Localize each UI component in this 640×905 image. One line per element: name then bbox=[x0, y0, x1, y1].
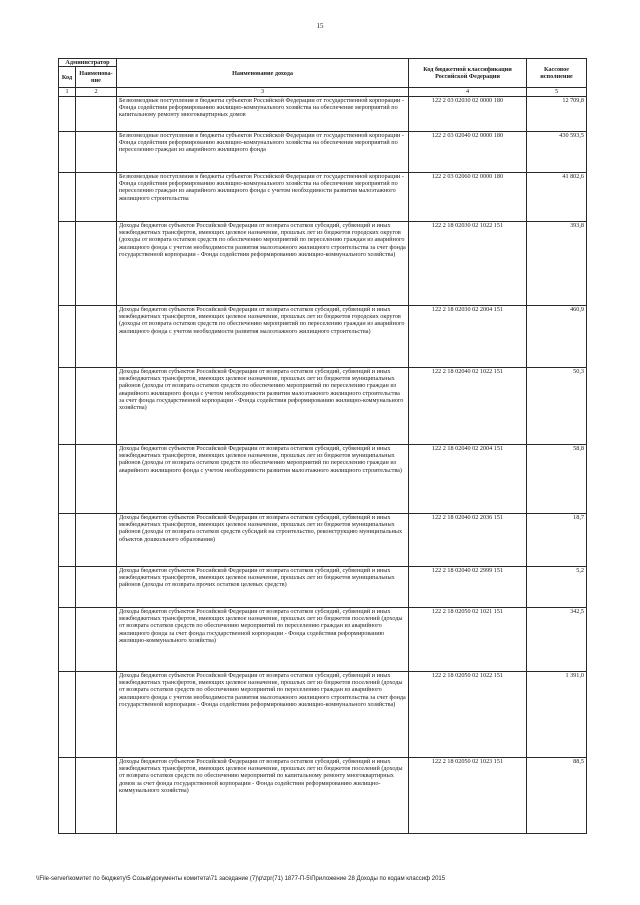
cash-amount: 393,8 bbox=[527, 221, 587, 305]
table-row bbox=[59, 513, 587, 566]
income-description: Доходы бюджетов субъектов Российской Федерации от возврата остатков субсидий, субвенций и иных межбюджетных трансфертов, имеющих целевое назначение, прошлых лет из бюджетов поселений (доходы от возврата остатков средств по обеспечению мероприятий по переселению граждан из аварийного жилищного фонда с учетом необходимости развития малоэтажного жилищного строительства за счет фонда государственной корпорации - Фонда содействия реформированию жилищно-коммунального хозяйства) bbox=[117, 671, 409, 757]
admin-code-cell bbox=[59, 444, 76, 513]
budget-code: 122 2 18 02040 02 2036 151 bbox=[409, 513, 527, 566]
income-description: Доходы бюджетов субъектов Российской Федерации от возврата остатков субсидий, субвенций и иных межбюджетных трансфертов, имеющих целевое назначение, прошлых лет из бюджетов поселений (доходы от возврата остатков средств по обеспечению мероприятий по капитальному ремонту многоквартирных домов за счет фонда государственной корпорации - Фонда содействия реформированию жилищно-коммунального хозяйства) bbox=[117, 757, 409, 833]
table-row bbox=[59, 221, 587, 305]
admin-name-cell bbox=[76, 131, 117, 172]
budget-code: 122 2 18 02030 02 1022 151 bbox=[409, 221, 527, 305]
admin-name-cell bbox=[76, 513, 117, 566]
cash-amount: 342,5 bbox=[527, 607, 587, 671]
column-number: 4 bbox=[409, 88, 527, 96]
admin-code-cell bbox=[59, 671, 76, 757]
column-number: 5 bbox=[527, 88, 587, 96]
budget-code: 122 2 03 02060 02 0000 180 bbox=[409, 172, 527, 221]
admin-name-cell bbox=[76, 367, 117, 444]
cash-amount: 41 802,6 bbox=[527, 172, 587, 221]
column-number: 1 bbox=[59, 88, 76, 96]
admin-code-cell bbox=[59, 367, 76, 444]
income-description: Безвозмездные поступления в бюджеты субъектов Российской Федерации от государственной корпорации - Фонда содействия реформированию жилищно-коммунального хозяйства на обеспечение мероприятий по переселению граждан из аварийного жилищного фонда bbox=[117, 131, 409, 172]
income-description: Доходы бюджетов субъектов Российской Федерации от возврата остатков субсидий, субвенций и иных межбюджетных трансфертов, имеющих целевое назначение, прошлых лет из бюджетов муниципальных районов (доходы от возврата остатков средств по обеспечению мероприятий по переселению граждан из аварийного жилищного фонда с учетом необходимости развития малоэтажного жилищного строительства за счет фонда государственной корпорации - Фонда содействия реформированию жилищно-коммунального хозяйства) bbox=[117, 367, 409, 444]
table-row bbox=[59, 566, 587, 607]
admin-code-cell bbox=[59, 566, 76, 607]
table-row bbox=[59, 607, 587, 671]
income-description: Доходы бюджетов субъектов Российской Федерации от возврата остатков субсидий, субвенций и иных межбюджетных трансфертов, имеющих целевое назначение, прошлых лет из бюджетов муниципальных районов (доходы от возврата остатков средств по обеспечению мероприятий по переселению граждан из аварийного жилищного фонда с учетом необходимости развития малоэтажного жилищного строительства) bbox=[117, 444, 409, 513]
table-row bbox=[59, 96, 587, 131]
income-table bbox=[58, 58, 587, 834]
income-description: Доходы бюджетов субъектов Российской Федерации от возврата остатков субсидий, субвенций и иных межбюджетных трансфертов, имеющих целевое назначение, прошлых лет из бюджетов поселений (доходы от возврата остатков средств по обеспечению мероприятий по переселению граждан из аварийного жилищного фонда за счет фонда государственной корпорации - Фонда содействия реформированию жилищно-коммунального хозяйства) bbox=[117, 607, 409, 671]
admin-code-cell bbox=[59, 96, 76, 131]
table-row bbox=[59, 305, 587, 367]
cash-amount: 1 391,0 bbox=[527, 671, 587, 757]
budget-code: 122 2 18 02030 02 2004 151 bbox=[409, 305, 527, 367]
header-income-name: Наименование дохода bbox=[117, 59, 409, 88]
budget-code: 122 2 18 02050 02 1022 151 bbox=[409, 671, 527, 757]
header-administrator: Администратор bbox=[59, 59, 117, 67]
admin-name-cell bbox=[76, 221, 117, 305]
cash-amount: 18,7 bbox=[527, 513, 587, 566]
admin-code-cell bbox=[59, 172, 76, 221]
admin-code-cell bbox=[59, 131, 76, 172]
table-row bbox=[59, 367, 587, 444]
admin-name-cell bbox=[76, 607, 117, 671]
budget-code: 122 2 03 02040 02 0000 180 bbox=[409, 131, 527, 172]
table-row bbox=[59, 757, 587, 833]
income-description: Доходы бюджетов субъектов Российской Федерации от возврата остатков субсидий, субвенций и иных межбюджетных трансфертов, имеющих целевое назначение, прошлых лет из бюджетов городских округов (доходы от возврата остатков средств по обеспечению мероприятий по переселению граждан из аварийного жилищного фонда с учетом необходимости развития малоэтажного жилищного строительства за счет фонда государственной корпорации - Фонда содействия реформированию жилищно-коммунального хозяйства) bbox=[117, 221, 409, 305]
table-row bbox=[59, 131, 587, 172]
admin-name-cell bbox=[76, 566, 117, 607]
admin-code-cell bbox=[59, 757, 76, 833]
income-description: Безвозмездные поступления в бюджеты субъектов Российской Федерации от государственной корпорации - Фонда содействия реформированию жилищно-коммунального хозяйства на обеспечение мероприятий по капитальному ремонту многоквартирных домов bbox=[117, 96, 409, 131]
header-budget-code: Код бюджетной классификации Российской Федерации bbox=[409, 59, 527, 88]
budget-code: 122 2 18 02040 02 1022 151 bbox=[409, 367, 527, 444]
header-code: Код bbox=[59, 67, 76, 88]
admin-code-cell bbox=[59, 305, 76, 367]
admin-name-cell bbox=[76, 671, 117, 757]
income-description: Доходы бюджетов субъектов Российской Федерации от возврата остатков субсидий, субвенций и иных межбюджетных трансфертов, имеющих целевое назначение, прошлых лет из бюджетов муниципальных районов (доходы от возврата прочих остатков целевых средств) bbox=[117, 566, 409, 607]
budget-code: 122 2 18 02050 02 1021 151 bbox=[409, 607, 527, 671]
header-name-short: Наименова-ние bbox=[76, 67, 117, 88]
admin-code-cell bbox=[59, 221, 76, 305]
cash-amount: 430 593,5 bbox=[527, 131, 587, 172]
budget-code: 122 2 03 02030 02 0000 180 bbox=[409, 96, 527, 131]
cash-amount: 88,5 bbox=[527, 757, 587, 833]
header-cash-execution: Кассовое исполнение bbox=[527, 59, 587, 88]
income-description: Безвозмездные поступления в бюджеты субъектов Российской Федерации от государственной корпорации - Фонда содействия реформированию жилищно-коммунального хозяйства на обеспечение мероприятий по переселению граждан из аварийного жилищного фонда с учетом необходимости развития малоэтажного жилищного строительства bbox=[117, 172, 409, 221]
cash-amount: 5,2 bbox=[527, 566, 587, 607]
income-description: Доходы бюджетов субъектов Российской Федерации от возврата остатков субсидий, субвенций и иных межбюджетных трансфертов, имеющих целевое назначение, прошлых лет из бюджетов городских округов (доходы от возврата остатков средств по обеспечению мероприятий по переселению граждан из аварийного жилищного фонда с учетом необходимости развития малоэтажного жилищного строительства) bbox=[117, 305, 409, 367]
file-path-footer: \\File-server\комитет по бюджету\5 Созыв\документы комитета\71 заседание (7)\p\zpr(71) 1877-П-5\Приложение 28 Доходы по кодам классиф 2015 bbox=[36, 876, 446, 882]
cash-amount: 12 709,8 bbox=[527, 96, 587, 131]
column-number: 3 bbox=[117, 88, 409, 96]
admin-name-cell bbox=[76, 444, 117, 513]
table-row bbox=[59, 172, 587, 221]
admin-code-cell bbox=[59, 607, 76, 671]
page-number: 15 bbox=[316, 22, 324, 30]
cash-amount: 460,9 bbox=[527, 305, 587, 367]
income-description: Доходы бюджетов субъектов Российской Федерации от возврата остатков субсидий, субвенций и иных межбюджетных трансфертов, имеющих целевое назначение, прошлых лет из бюджетов муниципальных районов (доходы от возврата остатков средств субсидий на строительство, реконструкцию муниципальных объектов дошкольного образования) bbox=[117, 513, 409, 566]
cash-amount: 50,3 bbox=[527, 367, 587, 444]
budget-code: 122 2 18 02050 02 1023 151 bbox=[409, 757, 527, 833]
admin-code-cell bbox=[59, 513, 76, 566]
budget-code: 122 2 18 02040 02 2999 151 bbox=[409, 566, 527, 607]
admin-name-cell bbox=[76, 305, 117, 367]
admin-name-cell bbox=[76, 172, 117, 221]
admin-name-cell bbox=[76, 96, 117, 131]
table-row bbox=[59, 444, 587, 513]
table-row bbox=[59, 671, 587, 757]
admin-name-cell bbox=[76, 757, 117, 833]
budget-code: 122 2 18 02040 02 2004 151 bbox=[409, 444, 527, 513]
cash-amount: 58,8 bbox=[527, 444, 587, 513]
column-number: 2 bbox=[76, 88, 117, 96]
